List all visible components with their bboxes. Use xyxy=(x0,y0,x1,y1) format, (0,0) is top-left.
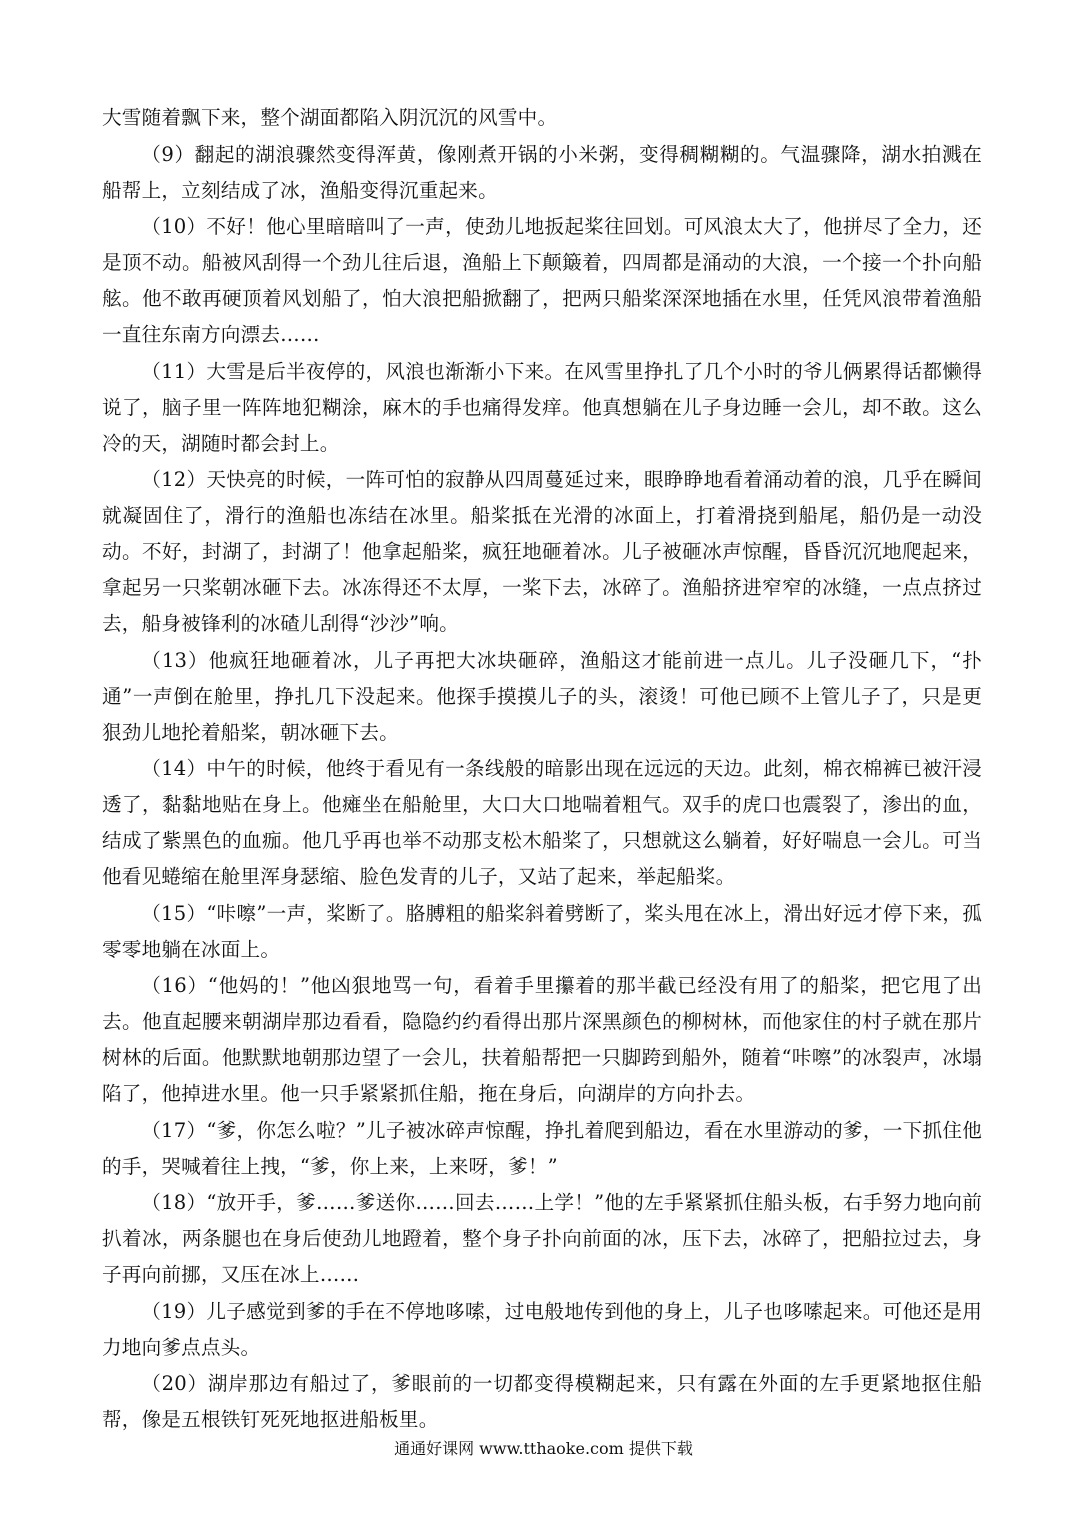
paragraph-14: （14）中午的时候，他终于看见有一条线般的暗影出现在远远的天边。此刻，棉衣棉裤已被汗浸透了，黏黏地贴在身上。他瘫坐在船舱里，大口大口地喘着粗气。双手的虎口也震裂了，渗出的血，结成了紫黑色的血痂。他几乎再也举不动那支松木船桨了，只想就这么躺着，好好喘息一会儿。可当他看见蜷缩在舱里浑身瑟缩、脸色发青的儿子，又站了起来，举起船桨。 xyxy=(102,757,982,888)
paragraph-17: （17）“爹，你怎么啦？”儿子被冰碎声惊醒，挣扎着爬到船边，看在水里游动的爹，一下抓住他的手，哭喊着往上拽，“爹，你上来，上来呀，爹！” xyxy=(102,1118,982,1178)
paragraph-9: （9）翻起的湖浪骤然变得浑黄，像刚煮开锅的小米粥，变得稠糊糊的。气温骤降，湖水拍溅在船帮上，立刻结成了冰，渔船变得沉重起来。 xyxy=(102,142,982,202)
paragraph-19: （19）儿子感觉到爹的手在不停地哆嗦，过电般地传到他的身上，儿子也哆嗦起来。可他还是用力地向爹点点头。 xyxy=(102,1299,982,1359)
paragraph-12: （12）天快亮的时候，一阵可怕的寂静从四周蔓延过来，眼睁睁地看着涌动着的浪，几乎在瞬间就凝固住了，滑行的渔船也冻结在冰里。船桨抵在光滑的冰面上，打着滑挠到船尾，船仍是一动没动。不好，封湖了，封湖了！他拿起船桨，疯狂地砸着冰。儿子被砸冰声惊醒，昏昏沉沉地爬起来，拿起另一只桨朝冰砸下去。冰冻得还不太厚，一桨下去，冰碎了。渔船挤进窄窄的冰缝，一点点挤过去，船身被锋利的冰碴儿刮得“沙沙”响。 xyxy=(102,468,982,635)
paragraph-13: （13）他疯狂地砸着冰，儿子再把大冰块砸碎，渔船这才能前进一点儿。儿子没砸几下，“扑通”一声倒在舱里，挣扎几下没起来。他探手摸摸儿子的头，滚烫！可他已顾不上管儿子了，只是更狠劲儿地抡着船桨，朝冰砸下去。 xyxy=(102,648,982,744)
document-body xyxy=(102,100,982,1439)
page-footer: 通通好课网 www.tthaoke.com 提供下载 xyxy=(394,1439,693,1458)
paragraph-15: （15）“咔嚓”一声，桨断了。胳膊粗的船桨斜着劈断了，桨头甩在冰上，滑出好远才停下来，孤零零地躺在冰面上。 xyxy=(102,901,982,961)
paragraph-continuation: 大雪随着飘下来，整个湖面都陷入阴沉沉的风雪中。 xyxy=(102,106,558,129)
paragraph-18: （18）“放开手，爹……爹送你……回去……上学！”他的左手紧紧抓住船头板，右手努力地向前扒着冰，两条腿也在身后使劲儿地蹬着，整个身子扑向前面的冰，压下去，冰碎了，把船拉过去，身子再向前挪，又压在冰上…… xyxy=(102,1191,982,1286)
paragraph-16: （16）“他妈的！”他凶狠地骂一句，看着手里攥着的那半截已经没有用了的船桨，把它甩了出去。他直起腰来朝湖岸那边看看，隐隐约约看得出那片深黑颜色的柳树林，而他家住的村子就在那片树林的后面。他默默地朝那边望了一会儿，扶着船帮把一只脚跨到船外，随着“咔嚓”的冰裂声，冰塌陷了，他掉进水里。他一只手紧紧抓住船，拖在身后，向湖岸的方向扑去。 xyxy=(102,974,982,1105)
paragraph-11: （11）大雪是后半夜停的，风浪也渐渐小下来。在风雪里挣扎了几个小时的爷儿俩累得话都懒得说了，脑子里一阵阵地犯糊涂，麻木的手也痛得发痒。他真想躺在儿子身边睡一会儿，却不敢。这么冷的天，湖随时都会封上。 xyxy=(102,359,982,455)
paragraph-10: （10）不好！他心里暗暗叫了一声，使劲儿地扳起桨往回划。可风浪太大了，他拼尽了全力，还是顶不动。船被风刮得一个劲儿往后退，渔船上下颠簸着，四周都是涌动的大浪，一个接一个扑向船舷。他不敢再硬顶着风划船了，怕大浪把船掀翻了，把两只船桨深深地插在水里，任凭风浪带着渔船一直往东南方向漂去…… xyxy=(102,215,982,346)
paragraph-20: （20）湖岸那边有船过了，爹眼前的一切都变得模糊起来，只有露在外面的左手更紧地抠住船帮，像是五根铁钉死死地抠进船板里。 xyxy=(102,1372,982,1431)
